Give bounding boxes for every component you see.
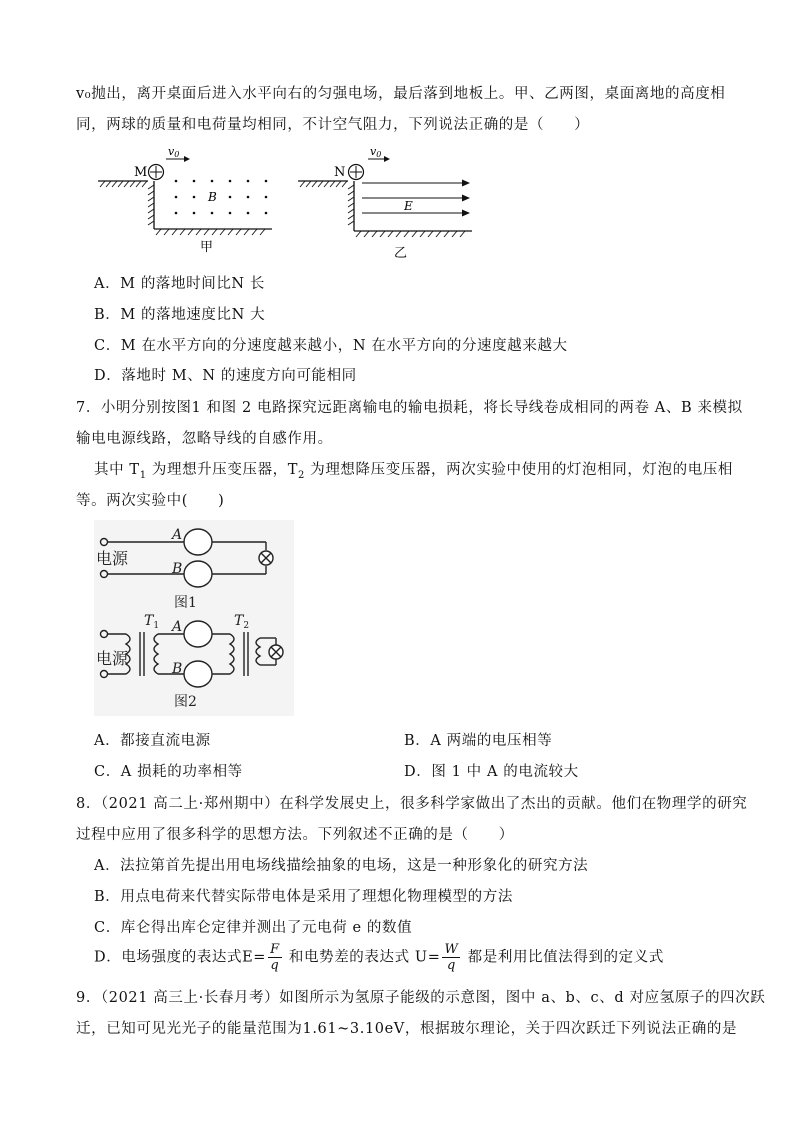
q8-option-d: D．电场强度的表达式E= $\frac{F}{q}$ 和电势差的表达式 U= $\frac{W}{q}$ 都是利用比值法得到的定义式 [94,942,664,973]
fraction-w-over-q: $\frac{W}{q}$ [444,942,459,973]
svg-text:v0: v0 [370,145,382,159]
fig2-t1-label: $T_1$ [144,613,160,631]
q6-figure-a [96,143,276,255]
q7-stem-line-1: 7．小明分别按图1 和图 2 电路探究远距离输电的输电损耗，将长导线卷成相同的两卷 A、B 来模拟 [76,400,743,416]
q6-option-a: A．M 的落地时间比N 长 [94,276,266,292]
fig1-b-label: B [172,561,183,577]
q6-option-c: C．M 在水平方向的分速度越来越小，N 在水平方向的分速度越来越大 [94,338,568,354]
q7-option-b: B．A 两端的电压相等 [404,733,553,749]
q6-stem-line-1: v₀抛出，离开桌面后进入水平向右的匀强电场，最后落到地板上。甲、乙两图，桌面离地的高度相 [76,86,726,102]
caption-a: 甲 [200,240,214,255]
field-b-label: B [208,190,217,204]
q7-stem-line-3: 其中 $T_1$ 为理想升压变压器，$T_2$ 为理想降压变压器，两次实验中使用的灯泡相同，灯泡的电压相 [94,462,734,481]
q7-circuit-figure [94,520,294,716]
fig2-a-label: A [172,619,183,635]
q7-option-a: A．都接直流电源 [94,733,211,749]
q7-stem-line-4: 等。两次实验中( ) [76,493,225,509]
ball-n-label: N [334,165,346,180]
caption-b: 乙 [394,246,408,261]
q7-stem-line-2: 输电电源线路，忽略导线的自感作用。 [76,431,333,447]
fig2-t2-label: $T_2$ [234,613,250,631]
q8-stem-line-1: 8．（2021 高二上·郑州期中）在科学发展史上，很多科学家做出了杰出的贡献。他们在物理学的研究 [76,796,748,812]
q7-option-c: C．A 损耗的功率相等 [94,764,243,780]
q6-option-b: B．M 的落地速度比N 大 [94,307,266,323]
fig2-caption: 图2 [174,694,197,710]
q8-option-b: B．用点电荷来代替实际带电体是采用了理想化物理模型的方法 [94,889,513,905]
svg-text:v0: v0 [168,145,180,159]
q8-option-a: A．法拉第首先提出用电场线描绘抽象的电场，这是一种形象化的研究方法 [94,858,589,874]
fig2-source-label: 电源 [96,649,129,668]
ball-m-label: M [134,165,148,180]
field-e-label: E [404,199,413,213]
q6-option-d: D．落地时 M、N 的速度方向可能相同 [94,368,357,384]
q6-figure-b [296,143,476,261]
fraction-f-over-q: $\frac{F}{q}$ [270,942,280,973]
fig2-b-label: B [172,661,183,677]
fig1-caption: 图1 [174,595,197,611]
fig1-a-label: A [172,527,183,543]
q9-stem-line-1: 9．（2021 高三上·长春月考）如图所示为氢原子能级的示意图，图中 a、b、c、d 对应氢原子的四次跃 [76,990,766,1006]
fig1-source-label: 电源 [96,549,129,568]
q7-option-d: D．图 1 中 A 的电流较大 [404,764,579,780]
q9-stem-line-2: 迁，已知可见光光子的能量范围为1.61~3.10eV，根据玻尔理论，关于四次跃迁下列说法正确的是 [76,1021,738,1037]
q8-option-c: C．库仑得出库仑定律并测出了元电荷 e 的数值 [94,920,413,936]
q8-stem-line-2: 过程中应用了很多科学的思想方法。下列叙述不正确的是（ ） [76,827,514,843]
q6-stem-line-2: 同，两球的质量和电荷量均相同，不计空气阻力，下列说法正确的是（ ） [76,117,590,133]
